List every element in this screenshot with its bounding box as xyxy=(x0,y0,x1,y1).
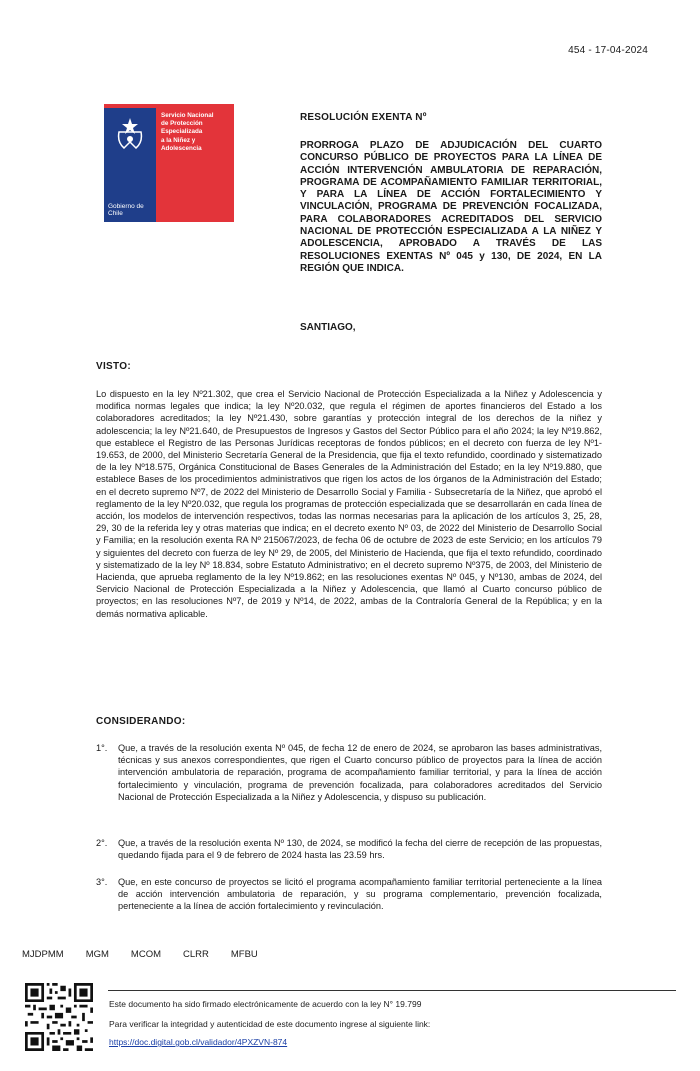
government-label: Gobierno de Chile xyxy=(108,203,144,217)
footer-divider xyxy=(108,990,676,991)
signature-notice: Este documento ha sido firmado electrónicamente de acuerdo con la ley N° 19.799 xyxy=(109,999,422,1009)
considerando-item xyxy=(96,837,602,861)
item-text: Que, a través de la resolución exenta Nº 130, de 2024, se modificó la fecha del cierre de recepción de las propuestas, quedando fijada para el 9 de febrero de 2024 hasta las 23.59 hrs. xyxy=(118,838,602,861)
organization-name: Servicio Nacional de Protección Especializada a la Niñez y Adolescencia xyxy=(161,112,214,152)
initials-entry: MGM xyxy=(85,949,109,960)
qr-code-icon xyxy=(25,983,93,1051)
logo-blue-panel xyxy=(104,104,156,222)
institution-logo xyxy=(104,104,234,222)
verification-link[interactable]: https://doc.digital.gob.cl/validador/4PXZVN-874 xyxy=(109,1037,288,1047)
initials-entry: MCOM xyxy=(130,949,161,960)
resolution-label: RESOLUCIÓN EXENTA Nº xyxy=(300,112,427,123)
considerando-heading: CONSIDERANDO: xyxy=(96,716,186,727)
verification-notice: Para verificar la integridad y autenticidad de este documento ingrese al siguiente link: xyxy=(109,1019,431,1029)
item-number: 2°. xyxy=(96,838,108,848)
initials-entry: MJDPMM xyxy=(22,949,64,960)
visto-paragraph: Lo dispuesto en la ley Nº21.302, que crea el Servicio Nacional de Protección Especializada a la Niñez y Adolescencia y modifica normas legales que indica; la ley Nº20.032, que regula el régimen de aportes financieros del Estado a los colaboradores acreditados; la ley Nº21.430, sobre garantías y protección integral de los derechos de la niñez y adolescencia; la ley Nº21.640, de Presupuestos de Ingresos y Gastos del Sector Público para el año 2024; la ley Nº19.862, que establece el Registro de las Personas Jurídicas receptoras de fondos públicos; en el decreto con fuerza de ley Nº1-19.653, de 2000, del Ministerio Secretaría General de la Presidencia, que fija el texto refundido, coordinado y sistematizado de la ley Nº18.575, Orgánica Constitucional de Bases Generales de la Administración del Estado; en la ley Nº19.880, que establece Bases de los procedimientos administrativos que rigen los actos de los órganos de la Administración del Estado; en el decreto supremo Nº7, de 2022 del Ministerio de Desarrollo Social y Familia - Subsecretaría de la Niñez, que aprobó el reglamento de la ley Nº20.032, que regula los programas de protección especializada que se desarrollarán en cada línea de acción, los modelos de intervención respectivos, todas las normas necesarias para la aplicación de los artículos 3, 25, 28, 29, 30 de la referida ley y otras materias que indica; en el decreto exento Nº 03, de 2022 del Ministerio de Desarrollo Social y Familia; en la resolución exenta RA Nº 215067/2023, de fecha 06 de octubre de 2023 de este Servicio; en los artículos 79 y siguientes del decreto con fuerza de ley Nº 29, de 2005, del Ministerio de Hacienda, que fija el texto refundido, coordinado y sistematizado de la ley Nº 18.834, sobre Estatuto Administrativo; en el decreto supremo Nº375, de 2003, del Ministerio de Hacienda, que aprueba reglamento de la ley Nº19.862; en las resoluciones exentas Nº 045, y Nº130, ambas de 2024, del Servicio Nacional de Protección Especializada a la Niñez y Adolescencia, que llamó al Cuarto concurso público de proyectos; en las resoluciones Nº7, de 2019 y Nº14, de 2022, ambas de la Contraloría General de la República; y en la demás normativa aplicable. xyxy=(96,389,602,619)
considerando-item xyxy=(96,742,602,803)
visto-heading: VISTO: xyxy=(96,361,131,372)
item-number: 1°. xyxy=(96,743,108,753)
resolution-title: PRORROGA PLAZO DE ADJUDICACIÓN DEL CUARTO CONCURSO PÚBLICO DE PROYECTOS PARA LA LÍNEA DE ACCIÓN INTERVENCIÓN AMBULATORIA DE REPARACIÓN, PROGRAMA DE ACOMPAÑAMIENTO FAMILIAR TERRITORIAL, Y PARA LA LÍNEA DE ACCIÓN FORTALECIMIENTO Y VINCULACIÓN, PROGRAMA DE PREVENCIÓN FOCALIZADA, PARA COLABORADORES ACREDITADOS DEL SERVICIO NACIONAL DE PROTECCIÓN ESPECIALIZADA A LA NIÑEZ Y ADOLESCENCIA, APROBADO A TRAVÉS DE LAS RESOLUCIONES EXENTAS Nº 045 y 130, DE 2024, EN LA REGIÓN QUE INDICA. xyxy=(300,140,602,274)
resolution-header xyxy=(300,112,602,275)
coat-of-arms-icon xyxy=(114,112,146,152)
author-initials xyxy=(22,949,322,960)
logo-red-panel xyxy=(156,104,234,222)
item-text: Que, a través de la resolución exenta Nº 045, de fecha 12 de enero de 2024, se aprobaron las bases administrativas, técnicas y sus anexos correspondientes, que rigen el Cuarto concurso público de proyectos para la línea de acción intervención ambulatoria de reparación, programa de acompañamiento familiar territorial, y para la línea de acción fortalecimiento y vinculación, programa de prevención focalizada, para colaboradores acreditados del Servicio Nacional de Protección Especializada a la Niñez y Adolescencia, y dispuso su publicación. xyxy=(118,743,602,802)
document-reference: 454 - 17-04-2024 xyxy=(568,45,648,56)
item-text: Que, en este concurso de proyectos se licitó el programa acompañamiento familiar territorial perteneciente a la línea de acción intervención ambulatoria de reparación, y su programa complementario, prevención focalizada, perteneciente a la línea de acción fortalecimiento y revinculación. xyxy=(118,877,602,912)
item-number: 3°. xyxy=(96,877,108,887)
city-line: SANTIAGO, xyxy=(300,322,356,333)
initials-entry: CLRR xyxy=(183,949,209,960)
initials-entry: MFBU xyxy=(230,949,258,960)
considerando-item xyxy=(96,876,602,913)
